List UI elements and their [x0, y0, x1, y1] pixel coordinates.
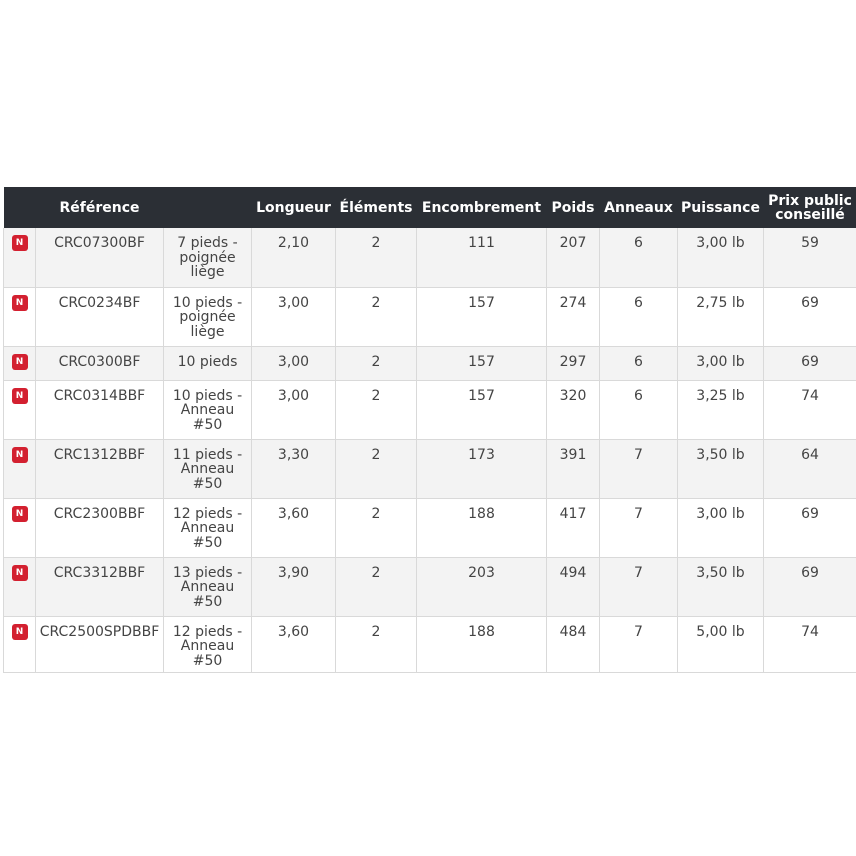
- cell-longueur: 2,10: [252, 228, 336, 287]
- new-badge-icon: N: [12, 447, 28, 463]
- badge-cell: [4, 498, 36, 557]
- cell-desc: 10 pieds - Anneau #50: [164, 380, 252, 439]
- cell-elements: 2: [336, 498, 417, 557]
- cell-puissance: 2,75 lb: [678, 287, 764, 346]
- cell-puissance: 3,00 lb: [678, 498, 764, 557]
- cell-puissance: 3,00 lb: [678, 346, 764, 380]
- cell-elements: 2: [336, 346, 417, 380]
- cell-elements: 2: [336, 616, 417, 673]
- header-row: [4, 187, 856, 228]
- cell-puissance: 5,00 lb: [678, 616, 764, 673]
- header-poids: Poids: [551, 199, 595, 216]
- cell-prix: 74: [764, 616, 856, 673]
- cell-longueur: 3,00: [252, 287, 336, 346]
- cell-longueur: 3,60: [252, 616, 336, 673]
- cell-elements: 2: [336, 557, 417, 616]
- cell-encombrement: 157: [417, 287, 547, 346]
- cell-longueur: 3,60: [252, 498, 336, 557]
- new-badge-icon: N: [12, 235, 28, 251]
- cell-desc: 10 pieds - poignée liège: [164, 287, 252, 346]
- cell-ref: CRC2500SPDBBF: [36, 616, 164, 673]
- table-row: [4, 439, 856, 498]
- table-row: [4, 380, 856, 439]
- cell-desc: 12 pieds - Anneau #50: [164, 616, 252, 673]
- cell-poids: 297: [547, 346, 600, 380]
- table-row: [4, 498, 856, 557]
- cell-longueur: 3,90: [252, 557, 336, 616]
- header-reference: Référence: [59, 199, 140, 216]
- cell-longueur: 3,30: [252, 439, 336, 498]
- cell-prix: 69: [764, 498, 856, 557]
- cell-ref: CRC1312BBF: [36, 439, 164, 498]
- header-elements: Éléments: [339, 199, 413, 216]
- header-encombrement: Encombrement: [421, 199, 542, 216]
- cell-elements: 2: [336, 228, 417, 287]
- cell-poids: 484: [547, 616, 600, 673]
- badge-cell: [4, 557, 36, 616]
- cell-anneaux: 7: [600, 557, 678, 616]
- cell-encombrement: 157: [417, 380, 547, 439]
- cell-poids: 494: [547, 557, 600, 616]
- cell-anneaux: 7: [600, 616, 678, 673]
- cell-anneaux: 6: [600, 287, 678, 346]
- cell-encombrement: 203: [417, 557, 547, 616]
- table-body: [4, 228, 856, 673]
- cell-anneaux: 7: [600, 498, 678, 557]
- header-prix: Prix public conseillé: [768, 192, 852, 223]
- cell-ref: CRC3312BBF: [36, 557, 164, 616]
- cell-ref: CRC07300BF: [36, 228, 164, 287]
- new-badge-icon: N: [12, 354, 28, 370]
- badge-cell: [4, 346, 36, 380]
- cell-anneaux: 7: [600, 439, 678, 498]
- new-badge-icon: N: [12, 388, 28, 404]
- cell-ref: CRC0234BF: [36, 287, 164, 346]
- new-badge-icon: N: [12, 565, 28, 581]
- table-row: [4, 346, 856, 380]
- new-badge-icon: N: [12, 295, 28, 311]
- header-puissance: Puissance: [681, 199, 760, 216]
- badge-cell: [4, 287, 36, 346]
- new-badge-icon: N: [12, 624, 28, 640]
- product-table-container: [3, 187, 856, 673]
- cell-anneaux: 6: [600, 228, 678, 287]
- table-row: [4, 228, 856, 287]
- table-row: [4, 287, 856, 346]
- cell-anneaux: 6: [600, 346, 678, 380]
- cell-encombrement: 188: [417, 498, 547, 557]
- header-anneaux: Anneaux: [604, 199, 673, 216]
- cell-poids: 391: [547, 439, 600, 498]
- cell-puissance: 3,25 lb: [678, 380, 764, 439]
- cell-puissance: 3,50 lb: [678, 557, 764, 616]
- new-badge-icon: N: [12, 506, 28, 522]
- cell-poids: 274: [547, 287, 600, 346]
- cell-prix: 74: [764, 380, 856, 439]
- cell-desc: 13 pieds - Anneau #50: [164, 557, 252, 616]
- cell-elements: 2: [336, 287, 417, 346]
- cell-longueur: 3,00: [252, 346, 336, 380]
- badge-cell: [4, 228, 36, 287]
- cell-ref: CRC0300BF: [36, 346, 164, 380]
- cell-poids: 417: [547, 498, 600, 557]
- cell-prix: 59: [764, 228, 856, 287]
- cell-prix: 64: [764, 439, 856, 498]
- cell-encombrement: 111: [417, 228, 547, 287]
- badge-cell: [4, 380, 36, 439]
- cell-poids: 207: [547, 228, 600, 287]
- header-longueur: Longueur: [256, 199, 331, 216]
- badge-cell: [4, 616, 36, 673]
- cell-prix: 69: [764, 557, 856, 616]
- header-badge: [4, 187, 36, 228]
- cell-desc: 7 pieds - poignée liège: [164, 228, 252, 287]
- cell-ref: CRC0314BBF: [36, 380, 164, 439]
- cell-prix: 69: [764, 287, 856, 346]
- cell-puissance: 3,00 lb: [678, 228, 764, 287]
- cell-elements: 2: [336, 439, 417, 498]
- cell-prix: 69: [764, 346, 856, 380]
- product-table: [3, 187, 856, 673]
- cell-puissance: 3,50 lb: [678, 439, 764, 498]
- cell-elements: 2: [336, 380, 417, 439]
- cell-desc: 12 pieds - Anneau #50: [164, 498, 252, 557]
- cell-longueur: 3,00: [252, 380, 336, 439]
- cell-poids: 320: [547, 380, 600, 439]
- cell-anneaux: 6: [600, 380, 678, 439]
- cell-desc: 11 pieds - Anneau #50: [164, 439, 252, 498]
- cell-ref: CRC2300BBF: [36, 498, 164, 557]
- table-header: [4, 187, 856, 228]
- badge-cell: [4, 439, 36, 498]
- cell-desc: 10 pieds: [164, 346, 252, 380]
- table-row: [4, 616, 856, 673]
- table-row: [4, 557, 856, 616]
- cell-encombrement: 188: [417, 616, 547, 673]
- header-description: [164, 187, 252, 228]
- cell-encombrement: 157: [417, 346, 547, 380]
- cell-encombrement: 173: [417, 439, 547, 498]
